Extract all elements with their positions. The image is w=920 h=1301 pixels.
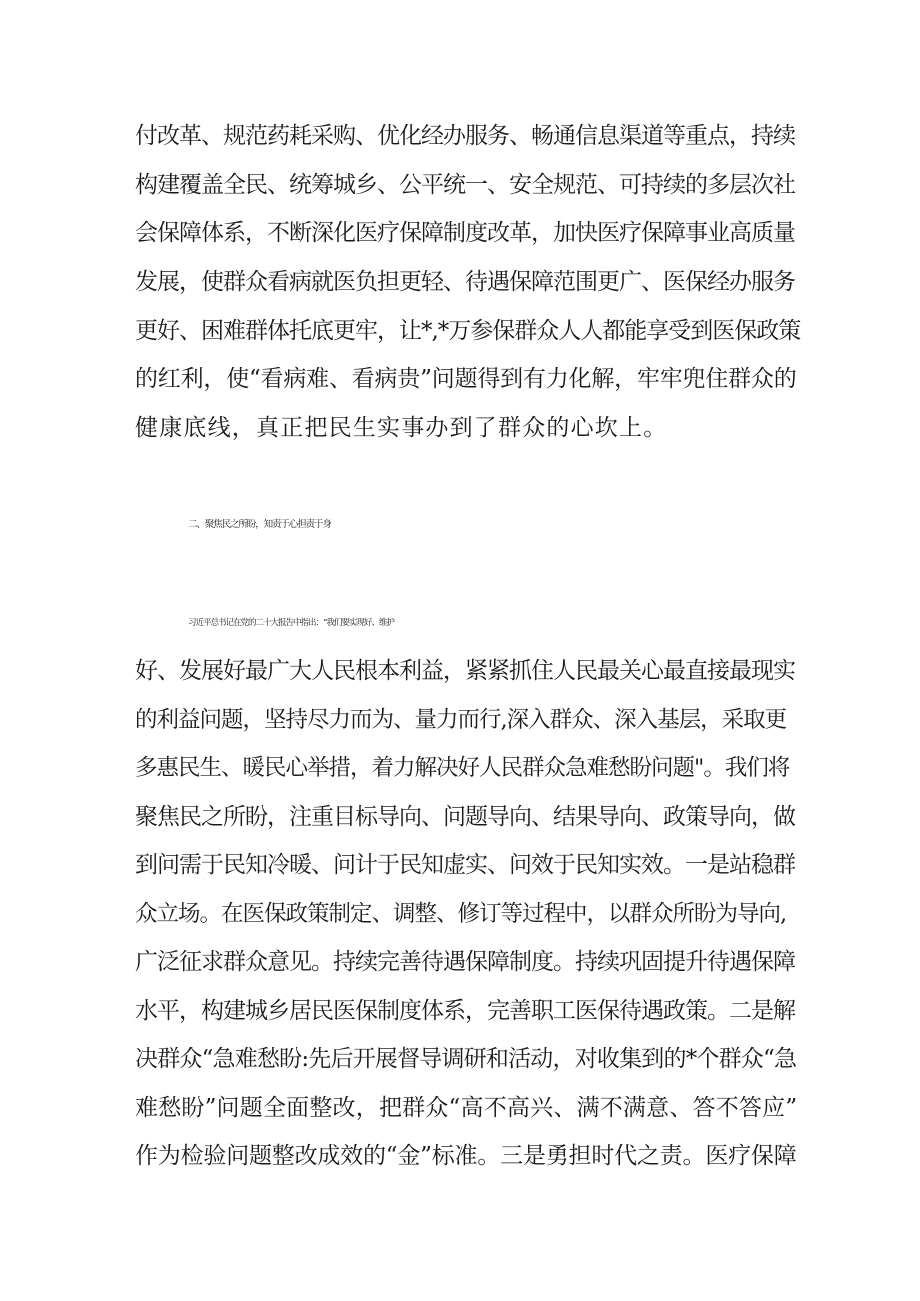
paragraph-1-line-5: 更好、困难群体托底更牢，让*,*万参保群众人人都能享受到医保政策 [135, 318, 801, 344]
paragraph-2-line-4: 多惠民生、暖民心举措，着力解决好人民群众急难愁盼问题"。我们将 [135, 755, 790, 781]
paragraph-1-line-6: 的红利，使“看病难、看病贵”问题得到有力化解，牢牢兜住群众的 [135, 366, 797, 392]
paragraph-2-line-5: 聚焦民之所盼，注重目标导向、问题导向、结果导向、政策导向，做 [135, 804, 795, 830]
paragraph-2-line-2: 好、发展好最广大人民根本利益，紧紧抓住人民最关心最直接最现实 [135, 658, 795, 684]
paragraph-1-line-7: 健康底线，真正把民生实事办到了群众的心坎上。 [135, 415, 668, 441]
paragraph-2-line-8: 广泛征求群众意见。持续完善待遇保障制度。持续巩固提升待遇保障 [135, 949, 795, 975]
paragraph-2-line-11: 难愁盼”问题全面整改，把群众“高不高兴、满不满意、答不答应” [135, 1095, 798, 1121]
paragraph-1-line-3: 会保障体系，不断深化医疗保障制度改革，加快医疗保障事业高质量 [135, 220, 795, 246]
paragraph-2-line-10: 决群众“急难愁盼:先后开展督导调研和活动，对收集到的*个群众“急 [135, 1046, 797, 1072]
paragraph-2-line-3: 的利益问题，坚持尽力而为、量力而行,深入群众、深入基层，采取更 [135, 707, 787, 733]
paragraph-2-line-1: 习近平总书记在党的二十大报告中指出：“我们要实现好、维护 [188, 618, 394, 628]
paragraph-1-line-1: 付改革、规范药耗采购、优化经办服务、畅通信息渠道等重点，持续 [135, 123, 795, 149]
section-heading: 二、聚焦民之所盼，知责于心担责于身 [188, 519, 331, 530]
paragraph-2-line-9: 水平，构建城乡居民医保制度体系，完善职工医保待遇政策。二是解 [135, 998, 795, 1024]
paragraph-2-line-12: 作为检验问题整改成效的“金”标准。三是勇担时代之责。医疗保障 [135, 1143, 797, 1169]
paragraph-1-line-2: 构建覆盖全民、统筹城乡、公平统一、安全规范、可持续的多层次社 [135, 172, 795, 198]
paragraph-2-line-7: 众立场。在医保政策制定、调整、修订等过程中，以群众所盼为导向, [135, 901, 787, 927]
paragraph-2-line-6: 到问需于民知冷暖、问计于民知虚实、问效于民知实效。一是站稳群 [135, 852, 795, 878]
paragraph-1-line-4: 发展，使群众看病就医负担更轻、待遇保障范围更广、医保经办服务 [135, 269, 795, 295]
